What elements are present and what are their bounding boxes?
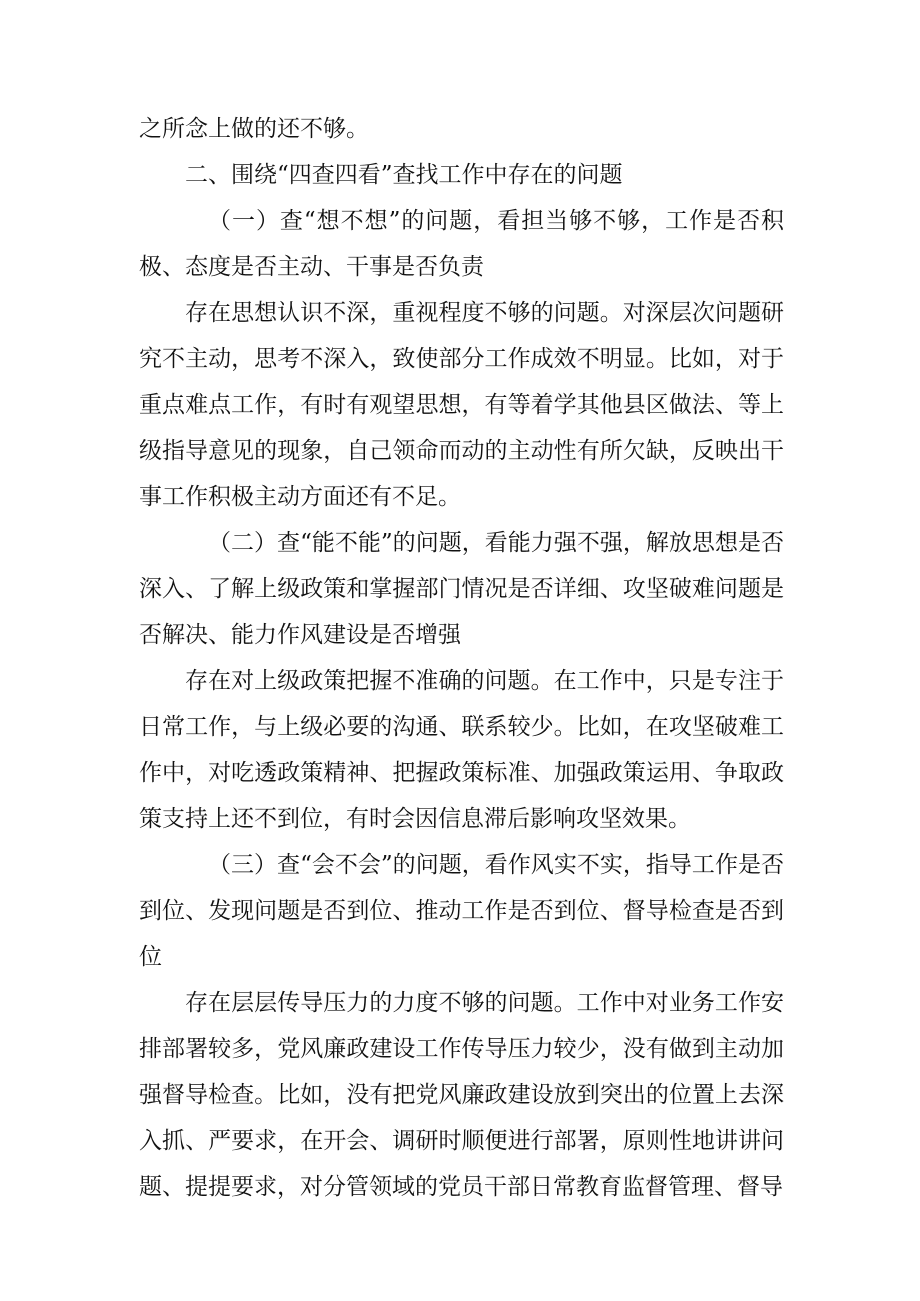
subsection-heading-1: （一）查“想不想”的问题，看担当够不够，工作是否积极、态度是否主动、干事是否负责 (139, 208, 784, 280)
body-paragraph-3: 存在层层传导压力的力度不够的问题。工作中对业务工作安排部署较多，党风廉政建设工作传导压力较少，没有做到主动加强督导检查。比如，没有把党风廉政建设放到突出的位置上去深入抓、严要求，在开会、调研时顺便进行部署，原则性地讲讲问题、提提要求，对分管领域的党员干部日常教育监督管理、督导 (139, 990, 784, 1200)
body-paragraph-1: 存在思想认识不深，重视程度不够的问题。对深层次问题研究不主动，思考不深入，致使部分工作成效不明显。比如，对于重点难点工作，有时有观望思想，有等着学其他县区做法、等上级指导意见的现象，自己领命而动的主动性有所欠缺，反映出干事工作积极主动方面还有不足。 (139, 300, 784, 510)
paragraph-continuation: 之所念上做的还不够。 (139, 116, 369, 142)
subsection-heading-2: （二）查“能不能”的问题，看能力强不强，解放思想是否深入、了解上级政策和掌握部门情况是否详细、攻坚破难问题是否解决、能力作风建设是否增强 (139, 530, 784, 648)
body-paragraph-2: 存在对上级政策把握不准确的问题。在工作中，只是专注于日常工作，与上级必要的沟通、联系较少。比如，在攻坚破难工作中，对吃透政策精神、把握政策标准、加强政策运用、争取政策支持上还不到位，有时会因信息滞后影响攻坚效果。 (139, 668, 784, 832)
section-heading: 二、围绕“四查四看”查找工作中存在的问题 (185, 162, 623, 188)
document-body (139, 106, 784, 1210)
subsection-heading-3: （三）查“会不会”的问题，看作风实不实，指导工作是否到位、发现问题是否到位、推动工作是否到位、督导检查是否到位 (139, 852, 784, 970)
